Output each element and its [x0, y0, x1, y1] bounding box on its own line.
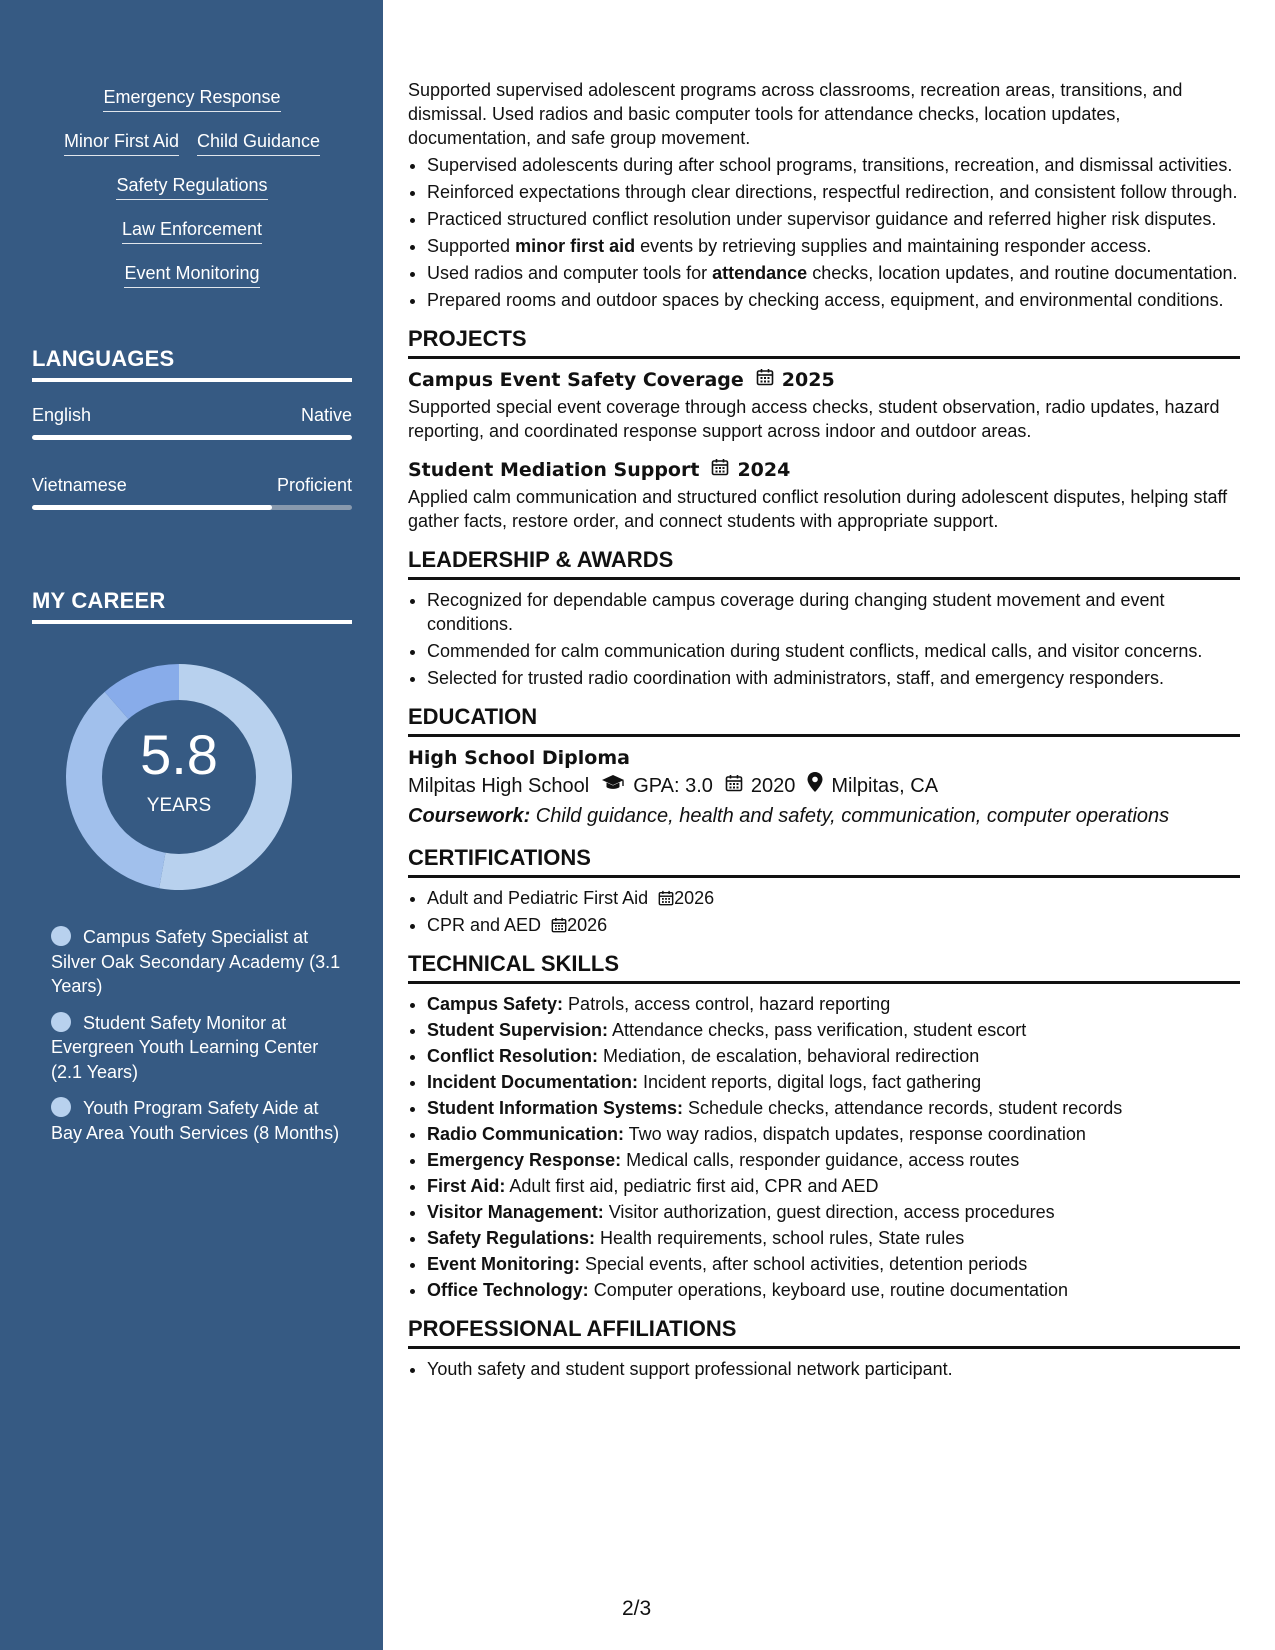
language-bar-fill: [32, 505, 272, 510]
skill-tag: Minor First Aid: [64, 130, 179, 156]
career-item: [51, 1096, 341, 1145]
language-item: [32, 404, 352, 440]
technical-skills-heading: TECHNICAL SKILLS: [408, 951, 1240, 984]
career-total-unit: YEARS: [146, 795, 212, 816]
calendar-icon: [756, 367, 774, 393]
list-item: • Safety Regulations: Health requirements, school rules, State rules: [427, 1226, 1240, 1250]
career-item-text: Student Safety Monitor at Evergreen Youth Learning Center (2.1 Years): [51, 1012, 319, 1082]
career-total-value: 5.8: [140, 723, 218, 786]
leadership-list: [408, 588, 1240, 690]
list-item: • CPR and AED 2026: [427, 913, 1240, 937]
career-item: [51, 1011, 341, 1085]
languages-heading: LANGUAGES: [32, 346, 352, 382]
list-item: • Student Information Systems: Schedule checks, attendance records, student records: [427, 1096, 1240, 1120]
list-item: • Recognized for dependable campus coverage during changing student movement and event conditions.: [427, 588, 1240, 636]
list-item: • Used radios and computer tools for attendance checks, location updates, and routine documentation.: [427, 261, 1240, 285]
graduation-cap-icon: [601, 771, 625, 801]
projects-heading: PROJECTS: [408, 326, 1240, 359]
language-bar: [32, 505, 352, 510]
degree-title: High School Diploma: [408, 747, 630, 769]
skill-tag: Emergency Response: [103, 86, 280, 112]
skill-tag: Safety Regulations: [116, 174, 267, 200]
career-item-text: Youth Program Safety Aide at Bay Area Youth Services (8 Months): [51, 1098, 340, 1143]
certifications-heading: CERTIFICATIONS: [408, 845, 1240, 878]
calendar-icon: [551, 915, 567, 935]
career-item-text: Campus Safety Specialist at Silver Oak Secondary Academy (3.1 Years): [51, 927, 341, 996]
project-year: 2024: [737, 459, 791, 481]
skill-tag: Law Enforcement: [122, 218, 262, 244]
calendar-icon: [725, 771, 743, 801]
skill-tag: Child Guidance: [197, 130, 320, 156]
project-title: Student Mediation Support 2024: [408, 459, 791, 481]
language-bar-fill: [32, 435, 352, 440]
experience-bullets: [408, 153, 1240, 312]
language-item: [32, 474, 352, 510]
coursework: Coursework: Child guidance, health and safety, communication, computer operations: [408, 805, 1170, 827]
project-year: 2025: [781, 369, 835, 391]
list-item: • Youth safety and student support professional network participant.: [427, 1357, 1240, 1381]
school-location: Milpitas, CA: [831, 775, 939, 797]
list-item: • Visitor Management: Visitor authorization, guest direction, access procedures: [427, 1200, 1240, 1224]
list-item: • Conflict Resolution: Mediation, de escalation, behavioral redirection: [427, 1044, 1240, 1068]
skills-list: [32, 86, 352, 306]
education-details: [408, 771, 1240, 801]
project-desc: Supported special event coverage through access checks, student observation, radio updates, hazard reporting, and coordinated response support across indoor and outdoor areas.: [408, 397, 1220, 441]
certifications-list: [408, 886, 1240, 937]
list-item: • Campus Safety: Patrols, access control, hazard reporting: [427, 992, 1240, 1016]
sidebar: [0, 0, 383, 1650]
page-number: 2/3: [622, 1597, 652, 1620]
list-item: • Reinforced expectations through clear directions, respectful redirection, and consistent follow through.: [427, 180, 1240, 204]
main-content: [408, 78, 1240, 1384]
project-desc: Applied calm communication and structured conflict resolution during adolescent disputes, helping staff gather facts, restore order, and connect students with appropriate support.: [408, 487, 1228, 531]
list-item: • Radio Communication: Two way radios, dispatch updates, response coordination: [427, 1122, 1240, 1146]
career-donut-chart: [66, 664, 292, 890]
language-level: Proficient: [276, 475, 352, 495]
career-heading: MY CAREER: [32, 588, 352, 624]
career-item: [51, 925, 341, 999]
affiliations-heading: PROFESSIONAL AFFILIATIONS: [408, 1316, 1240, 1349]
language-level: Native: [300, 405, 352, 425]
education-heading: EDUCATION: [408, 704, 1240, 737]
list-item: • Practiced structured conflict resolution under supervisor guidance and referred higher risk disputes.: [427, 207, 1240, 231]
list-item: • Incident Documentation: Incident reports, digital logs, fact gathering: [427, 1070, 1240, 1094]
career-list: [51, 925, 341, 1157]
skill-tag: Event Monitoring: [124, 262, 259, 288]
legend-dot: [51, 926, 71, 946]
leadership-heading: LEADERSHIP & AWARDS: [408, 547, 1240, 580]
graduation-year: 2020: [750, 775, 796, 797]
list-item: • Event Monitoring: Special events, after school activities, detention periods: [427, 1252, 1240, 1276]
language-name: Vietnamese: [32, 475, 127, 495]
list-item: • First Aid: Adult first aid, pediatric first aid, CPR and AED: [427, 1174, 1240, 1198]
technical-skills-list: [408, 992, 1240, 1302]
list-item: • Office Technology: Computer operations, keyboard use, routine documentation: [427, 1278, 1240, 1302]
language-name: English: [32, 405, 92, 425]
experience-intro: Supported supervised adolescent programs across classrooms, recreation areas, transitions, and dismissal. Used radios and basic computer tools for attendance checks, location updates, documentation, and safe group movement.: [408, 80, 1183, 148]
gpa: GPA: 3.0: [633, 775, 713, 797]
calendar-icon: [658, 888, 674, 908]
list-item: • Student Supervision: Attendance checks, pass verification, student escort: [427, 1018, 1240, 1042]
affiliations-list: [408, 1357, 1240, 1381]
legend-dot: [51, 1012, 71, 1032]
school-name: Milpitas High School: [408, 775, 590, 797]
list-item: • Adult and Pediatric First Aid 2026: [427, 886, 1240, 910]
legend-dot: [51, 1097, 71, 1117]
list-item: • Supervised adolescents during after school programs, transitions, recreation, and dismissal activities.: [427, 153, 1240, 177]
list-item: • Commended for calm communication during student conflicts, medical calls, and visitor concerns.: [427, 639, 1240, 663]
list-item: • Supported minor first aid events by retrieving supplies and maintaining responder access.: [427, 234, 1240, 258]
language-bar: [32, 435, 352, 440]
calendar-icon: [711, 457, 729, 483]
map-pin-icon: [807, 771, 823, 801]
list-item: • Prepared rooms and outdoor spaces by checking access, equipment, and environmental conditions.: [427, 288, 1240, 312]
project-title: Campus Event Safety Coverage 2025: [408, 369, 835, 391]
list-item: • Selected for trusted radio coordination with administrators, staff, and emergency responders.: [427, 666, 1240, 690]
list-item: • Emergency Response: Medical calls, responder guidance, access routes: [427, 1148, 1240, 1172]
